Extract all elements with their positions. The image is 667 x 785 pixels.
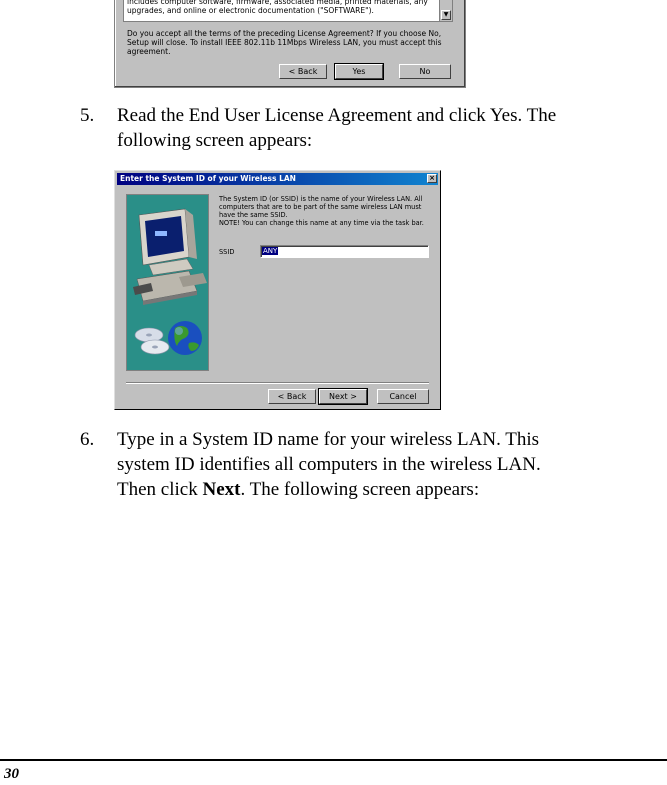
- cancel-button[interactable]: Cancel: [377, 389, 429, 404]
- step-6-text: [117, 427, 541, 502]
- ssid-input[interactable]: [260, 245, 429, 258]
- description-line: computers that are to be part of the same wireless LAN must: [219, 203, 422, 211]
- next-button[interactable]: Next >: [319, 389, 367, 404]
- yes-button[interactable]: Yes: [335, 64, 383, 79]
- ssid-value: ANY: [263, 247, 278, 255]
- step-5-line-2: following screen appears:: [117, 130, 313, 151]
- wizard-illustration: [126, 194, 209, 371]
- description-line: NOTE! You can change this name at any time via the task bar.: [219, 219, 424, 227]
- back-button[interactable]: < Back: [268, 389, 316, 404]
- divider: [126, 382, 429, 384]
- step-6-number: 6.: [80, 429, 95, 450]
- ssid-description: [219, 195, 431, 227]
- ssid-dialog: [114, 170, 441, 410]
- license-text: includes computer software, firmware, associated media, printed materials, any upgrades, and online or electronic documentation ("SOFTWARE").: [127, 0, 428, 15]
- close-icon[interactable]: ×: [427, 174, 437, 183]
- scroll-down-icon[interactable]: ▼: [441, 10, 451, 20]
- step-6-line-1: Type in a System ID name for your wireless LAN. This: [117, 429, 540, 450]
- license-text-box[interactable]: [123, 0, 453, 22]
- step-6-line-3-post: . The following screen appears:: [240, 479, 480, 500]
- description-line: have the same SSID.: [219, 211, 288, 219]
- back-button[interactable]: < Back: [279, 64, 327, 79]
- dialog-title: Enter the System ID of your Wireless LAN: [120, 174, 296, 183]
- step-6-line-3: [117, 477, 541, 502]
- license-question: Do you accept all the terms of the preceding License Agreement? If you choose No, Setup will close. To install IEEE 802.11b 11Mbps Wireless LAN, you must accept this agreement.: [127, 29, 442, 56]
- page-number: 30: [4, 766, 19, 782]
- step-6-line-3-pre: Then click: [117, 479, 203, 500]
- step-5-text: [117, 103, 556, 153]
- next-emphasis: Next: [202, 479, 241, 500]
- step-6-line-2: system ID identifies all computers in the wireless LAN.: [117, 454, 541, 475]
- computer-cd-globe-icon: [127, 195, 209, 371]
- license-dialog: [114, 0, 466, 88]
- footer-rule: [0, 759, 667, 761]
- ssid-label: SSID: [219, 248, 235, 256]
- description-line: The System ID (or SSID) is the name of your Wireless LAN. All: [219, 195, 423, 203]
- dialog-titlebar[interactable]: [117, 173, 438, 185]
- no-button[interactable]: No: [399, 64, 451, 79]
- license-scrollbar[interactable]: [439, 0, 452, 21]
- step-5-line-1: Read the End User License Agreement and click Yes. The: [117, 105, 557, 126]
- step-5-number: 5.: [80, 105, 95, 126]
